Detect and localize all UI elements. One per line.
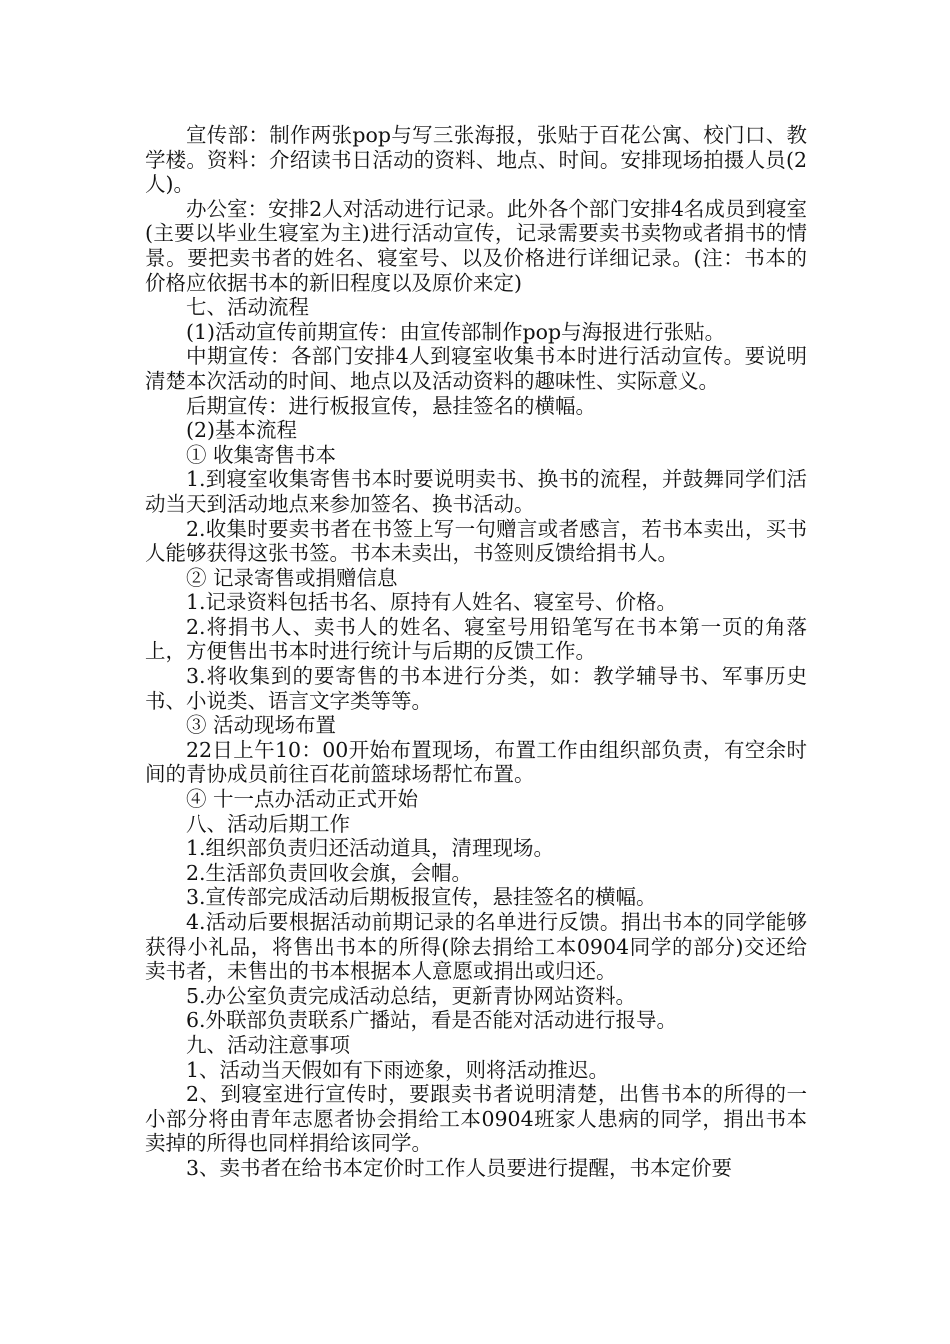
- subheading-collect-books: ① 收集寄售书本: [186, 442, 337, 467]
- paragraph-site-setup: 22日上午10：00开始布置现场，布置工作由组织部负责，有空余时间的青协成员前往百花前篮球场帮忙布置。: [145, 737, 807, 787]
- list-item: 2.将捐书人、卖书人的姓名、寝室号用铅笔写在书本第一页的角落上，方便售出书本时进行统计与后期的反馈工作。: [145, 614, 807, 664]
- list-item: 3.宣传部完成活动后期板报宣传，悬挂签名的横幅。: [186, 885, 657, 910]
- list-item: 2.收集时要卖书者在书签上写一句赠言或者感言，若书本卖出，买书人能够获得这张书签。书本未卖出，书签则反馈给捐书人。: [145, 516, 807, 566]
- subheading-basic-process: (2)基本流程: [186, 418, 298, 443]
- document-body: [145, 123, 807, 1181]
- list-item: 1.记录资料包括书名、原持有人姓名、寝室号、价格。: [186, 590, 678, 615]
- list-item: 2、到寝室进行宣传时，要跟卖书者说明清楚，出售书本的所得的一小部分将由青年志愿者协会捐给工本0904班家人患病的同学，捐出书本卖掉的所得也同样捐给该同学。: [145, 1082, 807, 1156]
- list-item: 1.组织部负责归还活动道具，清理现场。: [186, 836, 555, 861]
- heading-post-activity: 八、活动后期工作: [186, 811, 350, 836]
- list-item: 3.将收集到的要寄售的书本进行分类，如：教学辅导书、军事历史书、小说类、语言文字类等等。: [145, 664, 807, 713]
- list-item: 6.外联部负责联系广播站，看是否能对活动进行报导。: [186, 1008, 678, 1033]
- subheading-record-info: ② 记录寄售或捐赠信息: [186, 565, 398, 590]
- heading-notes: 九、活动注意事项: [186, 1032, 350, 1057]
- list-item: 5.办公室负责完成活动总结，更新青协网站资料。: [186, 983, 637, 1008]
- paragraph-publicity-dept: 宣传部：制作两张pop与写三张海报，张贴于百花公寓、校门口、教学楼。资料：介绍读书日活动的资料、地点、时间。安排现场拍摄人员(2人)。: [145, 123, 807, 197]
- list-item: 3、卖书者在给书本定价时工作人员要进行提醒，书本定价要: [186, 1155, 733, 1180]
- list-item: 1、活动当天假如有下雨迹象，则将活动推迟。: [186, 1057, 610, 1082]
- subheading-site-setup: ③ 活动现场布置: [186, 713, 337, 738]
- list-item: 1.到寝室收集寄售书本时要说明卖书、换书的流程，并鼓舞同学们活动当天到活动地点来参加签名、换书活动。: [145, 467, 807, 516]
- paragraph-mid-publicity: 中期宣传：各部门安排4人到寝室收集书本时进行活动宣传。要说明清楚本次活动的时间、地点以及活动资料的趣味性、实际意义。: [145, 344, 807, 393]
- heading-activity-process: 七、活动流程: [186, 295, 309, 320]
- subheading-activity-start: ④ 十一点办活动正式开始: [186, 787, 419, 812]
- list-item: 4.活动后要根据活动前期记录的名单进行反馈。捐出书本的同学能够获得小礼品，将售出书本的所得(除去捐给工本0904同学的部分)交还给卖书者，未售出的书本根据本人意愿或捐出或归还。: [145, 910, 807, 984]
- paragraph-office: 办公室：安排2人对活动进行记录。此外各个部门安排4名成员到寝室(主要以毕业生寝室为主)进行活动宣传，记录需要卖书卖物或者捐书的情景。要把卖书者的姓名、寝室号、以及价格进行详细记录。(注：书本的价格应依据书本的新旧程度以及原价来定): [145, 196, 807, 295]
- paragraph-late-publicity: 后期宣传：进行板报宣传，悬挂签名的横幅。: [186, 393, 596, 418]
- list-item: 2.生活部负责回收会旗，会帽。: [186, 860, 473, 885]
- paragraph-early-publicity: (1)活动宣传前期宣传：由宣传部制作pop与海报进行张贴。: [186, 319, 726, 344]
